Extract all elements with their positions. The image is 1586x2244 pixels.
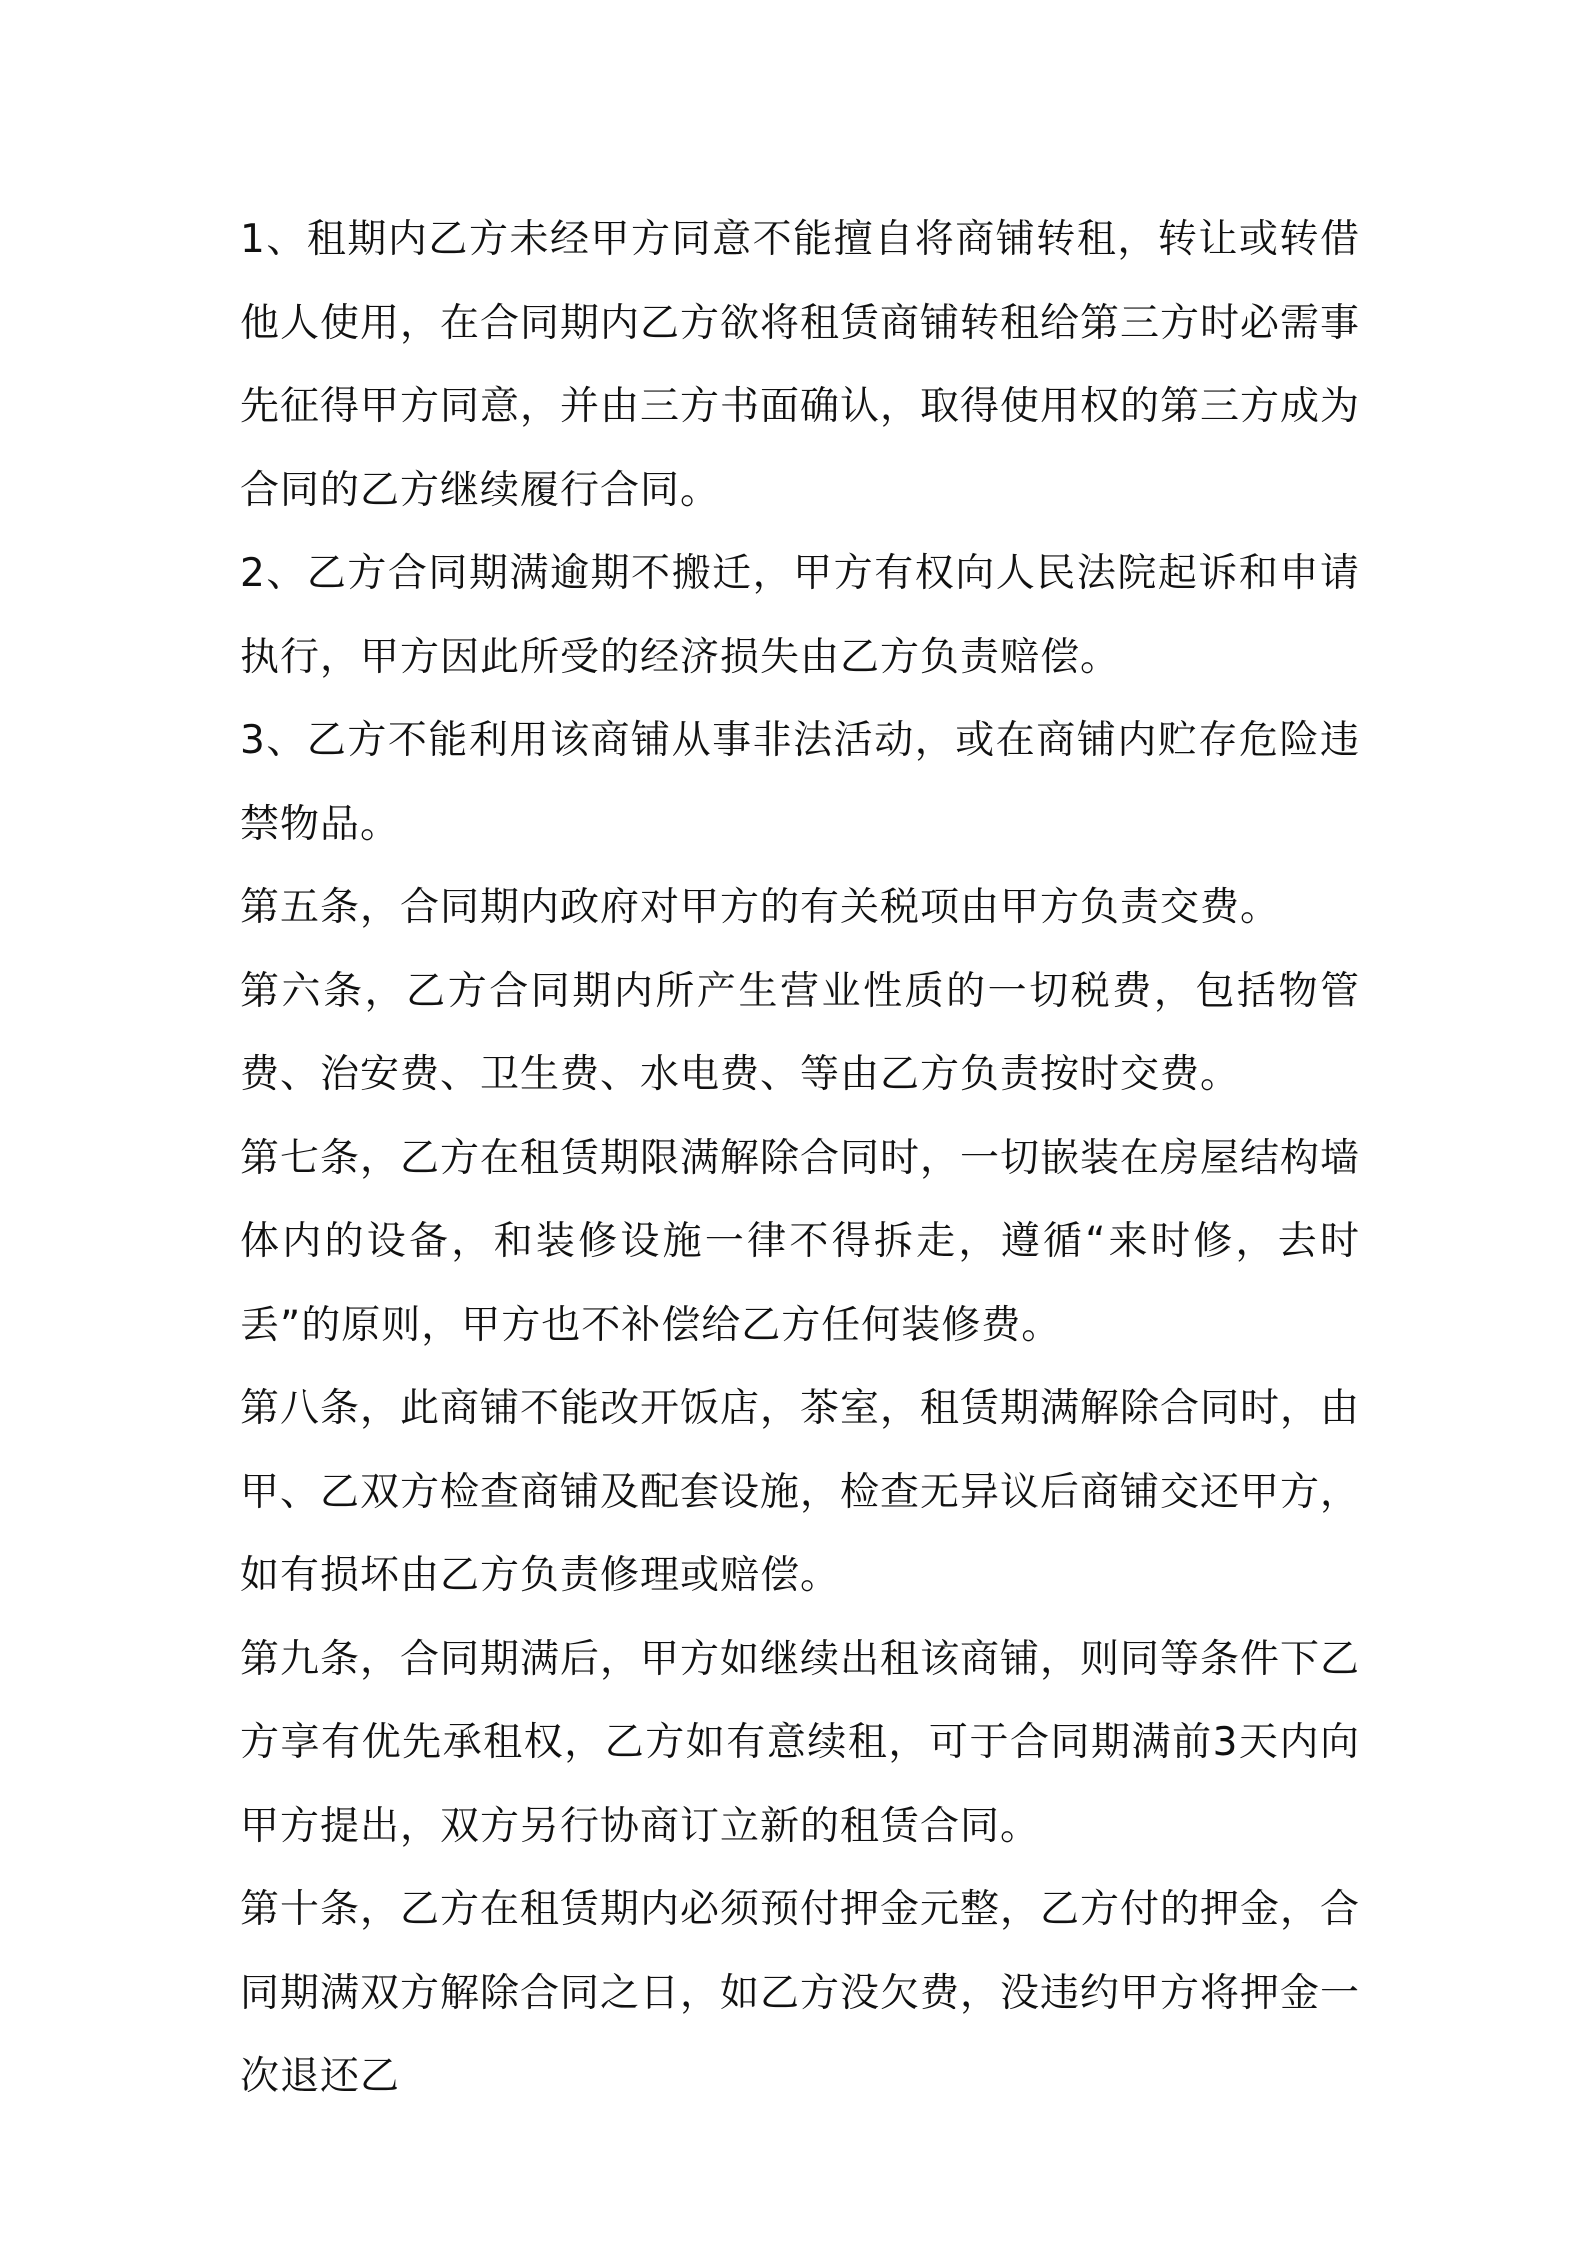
clause-paragraph-1: 1、租期内乙方未经甲方同意不能擅自将商铺转租，转让或转借他人使用，在合同期内乙方欲将租赁商铺转租给第三方时必需事先征得甲方同意，并由三方书面确认，取得使用权的第三方成为合同的乙方继续履行合同。 [240, 217, 1361, 513]
document-page [240, 198, 1360, 2119]
article-seven-paragraph: 第七条，乙方在租赁期限满解除合同时，一切嵌装在房屋结构墙体内的设备，和装修设施一律不得拆走，遵循“来时修，去时丢”的原则，甲方也不补偿给乙方任何装修费。 [240, 1135, 1361, 1348]
article-five-paragraph: 第五条，合同期内政府对甲方的有关税项由甲方负责交费。 [240, 885, 1281, 930]
article-eight-paragraph: 第八条，此商铺不能改开饭店，茶室，租赁期满解除合同时，由甲、乙双方检查商铺及配套设施，检查无异议后商铺交还甲方，如有损坏由乙方负责修理或赔偿。 [240, 1386, 1361, 1598]
article-six-paragraph: 第六条，乙方合同期内所产生营业性质的一切税费，包括物管费、治安费、卫生费、水电费、等由乙方负责按时交费。 [240, 968, 1360, 1097]
article-nine-paragraph: 第九条，合同期满后，甲方如继续出租该商铺，则同等条件下乙方享有优先承租权，乙方如有意续租，可于合同期满前3天内向甲方提出，双方另行协商订立新的租赁合同。 [240, 1636, 1361, 1849]
clause-paragraph-2: 2、乙方合同期满逾期不搬迁，甲方有权向人民法院起诉和申请执行，甲方因此所受的经济损失由乙方负责赔偿。 [240, 551, 1360, 680]
article-ten-paragraph: 第十条，乙方在租赁期内必须预付押金元整，乙方付的押金，合同期满双方解除合同之日，如乙方没欠费，没违约甲方将押金一次退还乙 [240, 1887, 1361, 2099]
clause-paragraph-3: 3、乙方不能利用该商铺从事非法活动，或在商铺内贮存危险违禁物品。 [240, 718, 1360, 847]
